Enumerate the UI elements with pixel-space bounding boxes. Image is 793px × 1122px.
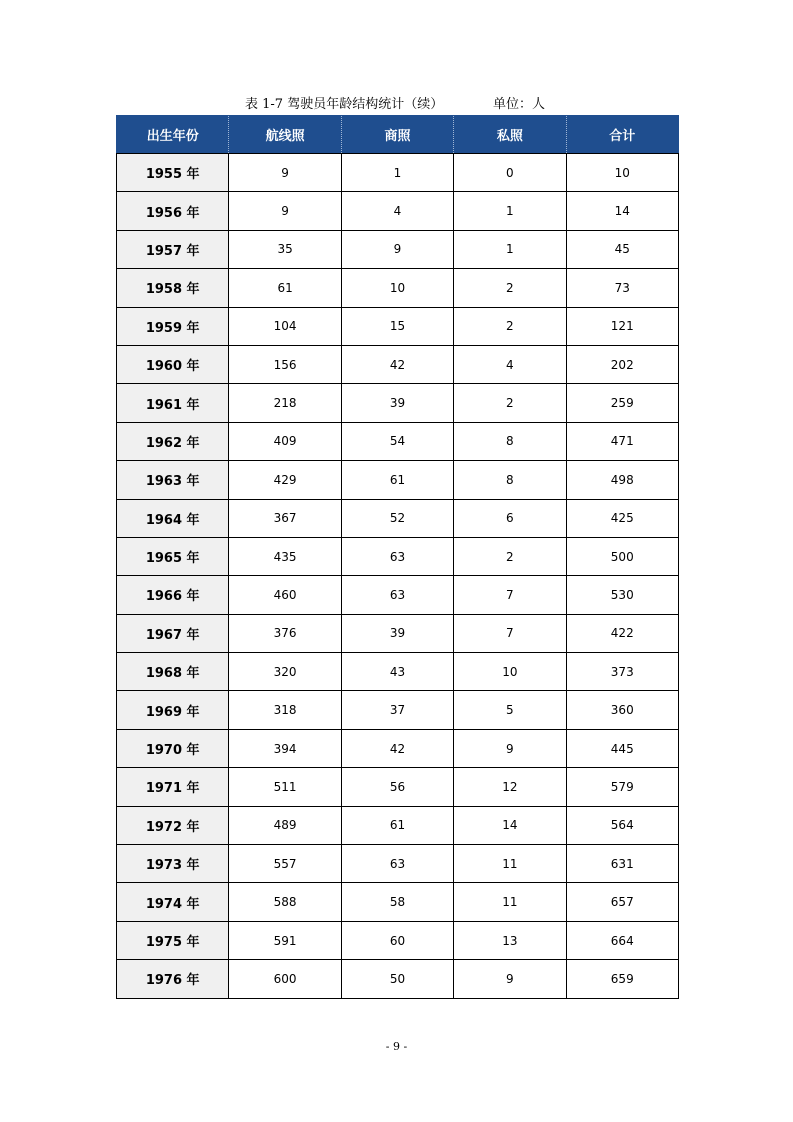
cell-birth-year: 1966 年	[117, 576, 229, 614]
cell-total: 422	[566, 614, 678, 652]
cell-total: 45	[566, 230, 678, 268]
cell-airline: 35	[229, 230, 341, 268]
table-caption	[0, 95, 793, 115]
table-row	[117, 192, 679, 230]
header-birth-year: 出生年份	[117, 116, 229, 154]
cell-private: 13	[454, 921, 566, 959]
cell-private: 11	[454, 883, 566, 921]
cell-airline: 9	[229, 154, 341, 192]
cell-airline: 435	[229, 537, 341, 575]
cell-private: 2	[454, 307, 566, 345]
table-row	[117, 960, 679, 998]
cell-birth-year: 1959 年	[117, 307, 229, 345]
cell-private: 9	[454, 729, 566, 767]
cell-commercial: 42	[341, 345, 453, 383]
cell-birth-year: 1960 年	[117, 345, 229, 383]
cell-private: 11	[454, 845, 566, 883]
cell-private: 0	[454, 154, 566, 192]
cell-birth-year: 1971 年	[117, 768, 229, 806]
cell-total: 579	[566, 768, 678, 806]
cell-total: 530	[566, 576, 678, 614]
cell-private: 7	[454, 614, 566, 652]
cell-birth-year: 1963 年	[117, 461, 229, 499]
table-row	[117, 921, 679, 959]
cell-total: 659	[566, 960, 678, 998]
cell-total: 664	[566, 921, 678, 959]
cell-birth-year: 1967 年	[117, 614, 229, 652]
cell-private: 5	[454, 691, 566, 729]
cell-birth-year: 1961 年	[117, 384, 229, 422]
cell-birth-year: 1956 年	[117, 192, 229, 230]
table-row	[117, 230, 679, 268]
table-row	[117, 614, 679, 652]
cell-total: 373	[566, 653, 678, 691]
cell-birth-year: 1969 年	[117, 691, 229, 729]
cell-total: 202	[566, 345, 678, 383]
cell-airline: 600	[229, 960, 341, 998]
cell-total: 631	[566, 845, 678, 883]
table-title: 表 1-7 驾驶员年龄结构统计（续）	[245, 97, 444, 112]
table-row	[117, 806, 679, 844]
cell-commercial: 4	[341, 192, 453, 230]
cell-birth-year: 1962 年	[117, 422, 229, 460]
header-commercial-license: 商照	[341, 116, 453, 154]
header-airline-license: 航线照	[229, 116, 341, 154]
cell-airline: 61	[229, 269, 341, 307]
table-row	[117, 845, 679, 883]
header-total: 合计	[566, 116, 678, 154]
table-row	[117, 576, 679, 614]
cell-birth-year: 1958 年	[117, 269, 229, 307]
cell-airline: 318	[229, 691, 341, 729]
cell-private: 2	[454, 537, 566, 575]
table-row	[117, 384, 679, 422]
cell-total: 73	[566, 269, 678, 307]
cell-commercial: 60	[341, 921, 453, 959]
cell-total: 471	[566, 422, 678, 460]
cell-private: 10	[454, 653, 566, 691]
cell-private: 9	[454, 960, 566, 998]
cell-total: 500	[566, 537, 678, 575]
cell-total: 425	[566, 499, 678, 537]
table-row	[117, 345, 679, 383]
cell-commercial: 9	[341, 230, 453, 268]
cell-private: 1	[454, 230, 566, 268]
cell-total: 360	[566, 691, 678, 729]
table-row	[117, 307, 679, 345]
cell-commercial: 63	[341, 537, 453, 575]
cell-commercial: 61	[341, 806, 453, 844]
cell-airline: 218	[229, 384, 341, 422]
cell-airline: 511	[229, 768, 341, 806]
cell-airline: 460	[229, 576, 341, 614]
table-row	[117, 461, 679, 499]
pilot-age-table	[116, 115, 679, 999]
page-number: - 9 -	[385, 1040, 408, 1053]
cell-airline: 376	[229, 614, 341, 652]
cell-private: 7	[454, 576, 566, 614]
cell-airline: 409	[229, 422, 341, 460]
cell-commercial: 15	[341, 307, 453, 345]
table-row	[117, 422, 679, 460]
cell-private: 12	[454, 768, 566, 806]
cell-airline: 156	[229, 345, 341, 383]
cell-commercial: 42	[341, 729, 453, 767]
table-row	[117, 653, 679, 691]
cell-birth-year: 1975 年	[117, 921, 229, 959]
cell-private: 1	[454, 192, 566, 230]
cell-commercial: 54	[341, 422, 453, 460]
cell-total: 445	[566, 729, 678, 767]
cell-private: 14	[454, 806, 566, 844]
cell-private: 8	[454, 422, 566, 460]
cell-total: 14	[566, 192, 678, 230]
cell-airline: 9	[229, 192, 341, 230]
cell-birth-year: 1955 年	[117, 154, 229, 192]
cell-commercial: 52	[341, 499, 453, 537]
cell-commercial: 63	[341, 845, 453, 883]
cell-birth-year: 1974 年	[117, 883, 229, 921]
cell-private: 2	[454, 269, 566, 307]
cell-commercial: 43	[341, 653, 453, 691]
table-row	[117, 768, 679, 806]
cell-commercial: 58	[341, 883, 453, 921]
table-body	[117, 154, 679, 999]
table-header-row	[117, 116, 679, 154]
cell-birth-year: 1976 年	[117, 960, 229, 998]
table-row	[117, 269, 679, 307]
cell-birth-year: 1965 年	[117, 537, 229, 575]
cell-total: 564	[566, 806, 678, 844]
cell-airline: 104	[229, 307, 341, 345]
cell-commercial: 50	[341, 960, 453, 998]
cell-total: 657	[566, 883, 678, 921]
table-row	[117, 729, 679, 767]
cell-commercial: 39	[341, 614, 453, 652]
table-row	[117, 691, 679, 729]
cell-commercial: 37	[341, 691, 453, 729]
cell-private: 8	[454, 461, 566, 499]
table-unit: 单位：人	[493, 97, 546, 112]
cell-commercial: 10	[341, 269, 453, 307]
cell-commercial: 63	[341, 576, 453, 614]
cell-commercial: 1	[341, 154, 453, 192]
cell-birth-year: 1957 年	[117, 230, 229, 268]
table-row	[117, 537, 679, 575]
cell-birth-year: 1973 年	[117, 845, 229, 883]
table-row	[117, 154, 679, 192]
cell-total: 10	[566, 154, 678, 192]
table-row	[117, 883, 679, 921]
cell-airline: 367	[229, 499, 341, 537]
cell-total: 121	[566, 307, 678, 345]
cell-commercial: 39	[341, 384, 453, 422]
table-row	[117, 499, 679, 537]
cell-airline: 320	[229, 653, 341, 691]
cell-birth-year: 1964 年	[117, 499, 229, 537]
cell-airline: 429	[229, 461, 341, 499]
cell-birth-year: 1968 年	[117, 653, 229, 691]
cell-birth-year: 1972 年	[117, 806, 229, 844]
cell-airline: 557	[229, 845, 341, 883]
cell-total: 498	[566, 461, 678, 499]
cell-commercial: 61	[341, 461, 453, 499]
cell-airline: 591	[229, 921, 341, 959]
cell-airline: 588	[229, 883, 341, 921]
cell-private: 6	[454, 499, 566, 537]
cell-commercial: 56	[341, 768, 453, 806]
cell-airline: 489	[229, 806, 341, 844]
cell-total: 259	[566, 384, 678, 422]
cell-private: 2	[454, 384, 566, 422]
cell-airline: 394	[229, 729, 341, 767]
cell-private: 4	[454, 345, 566, 383]
cell-birth-year: 1970 年	[117, 729, 229, 767]
header-private-license: 私照	[454, 116, 566, 154]
